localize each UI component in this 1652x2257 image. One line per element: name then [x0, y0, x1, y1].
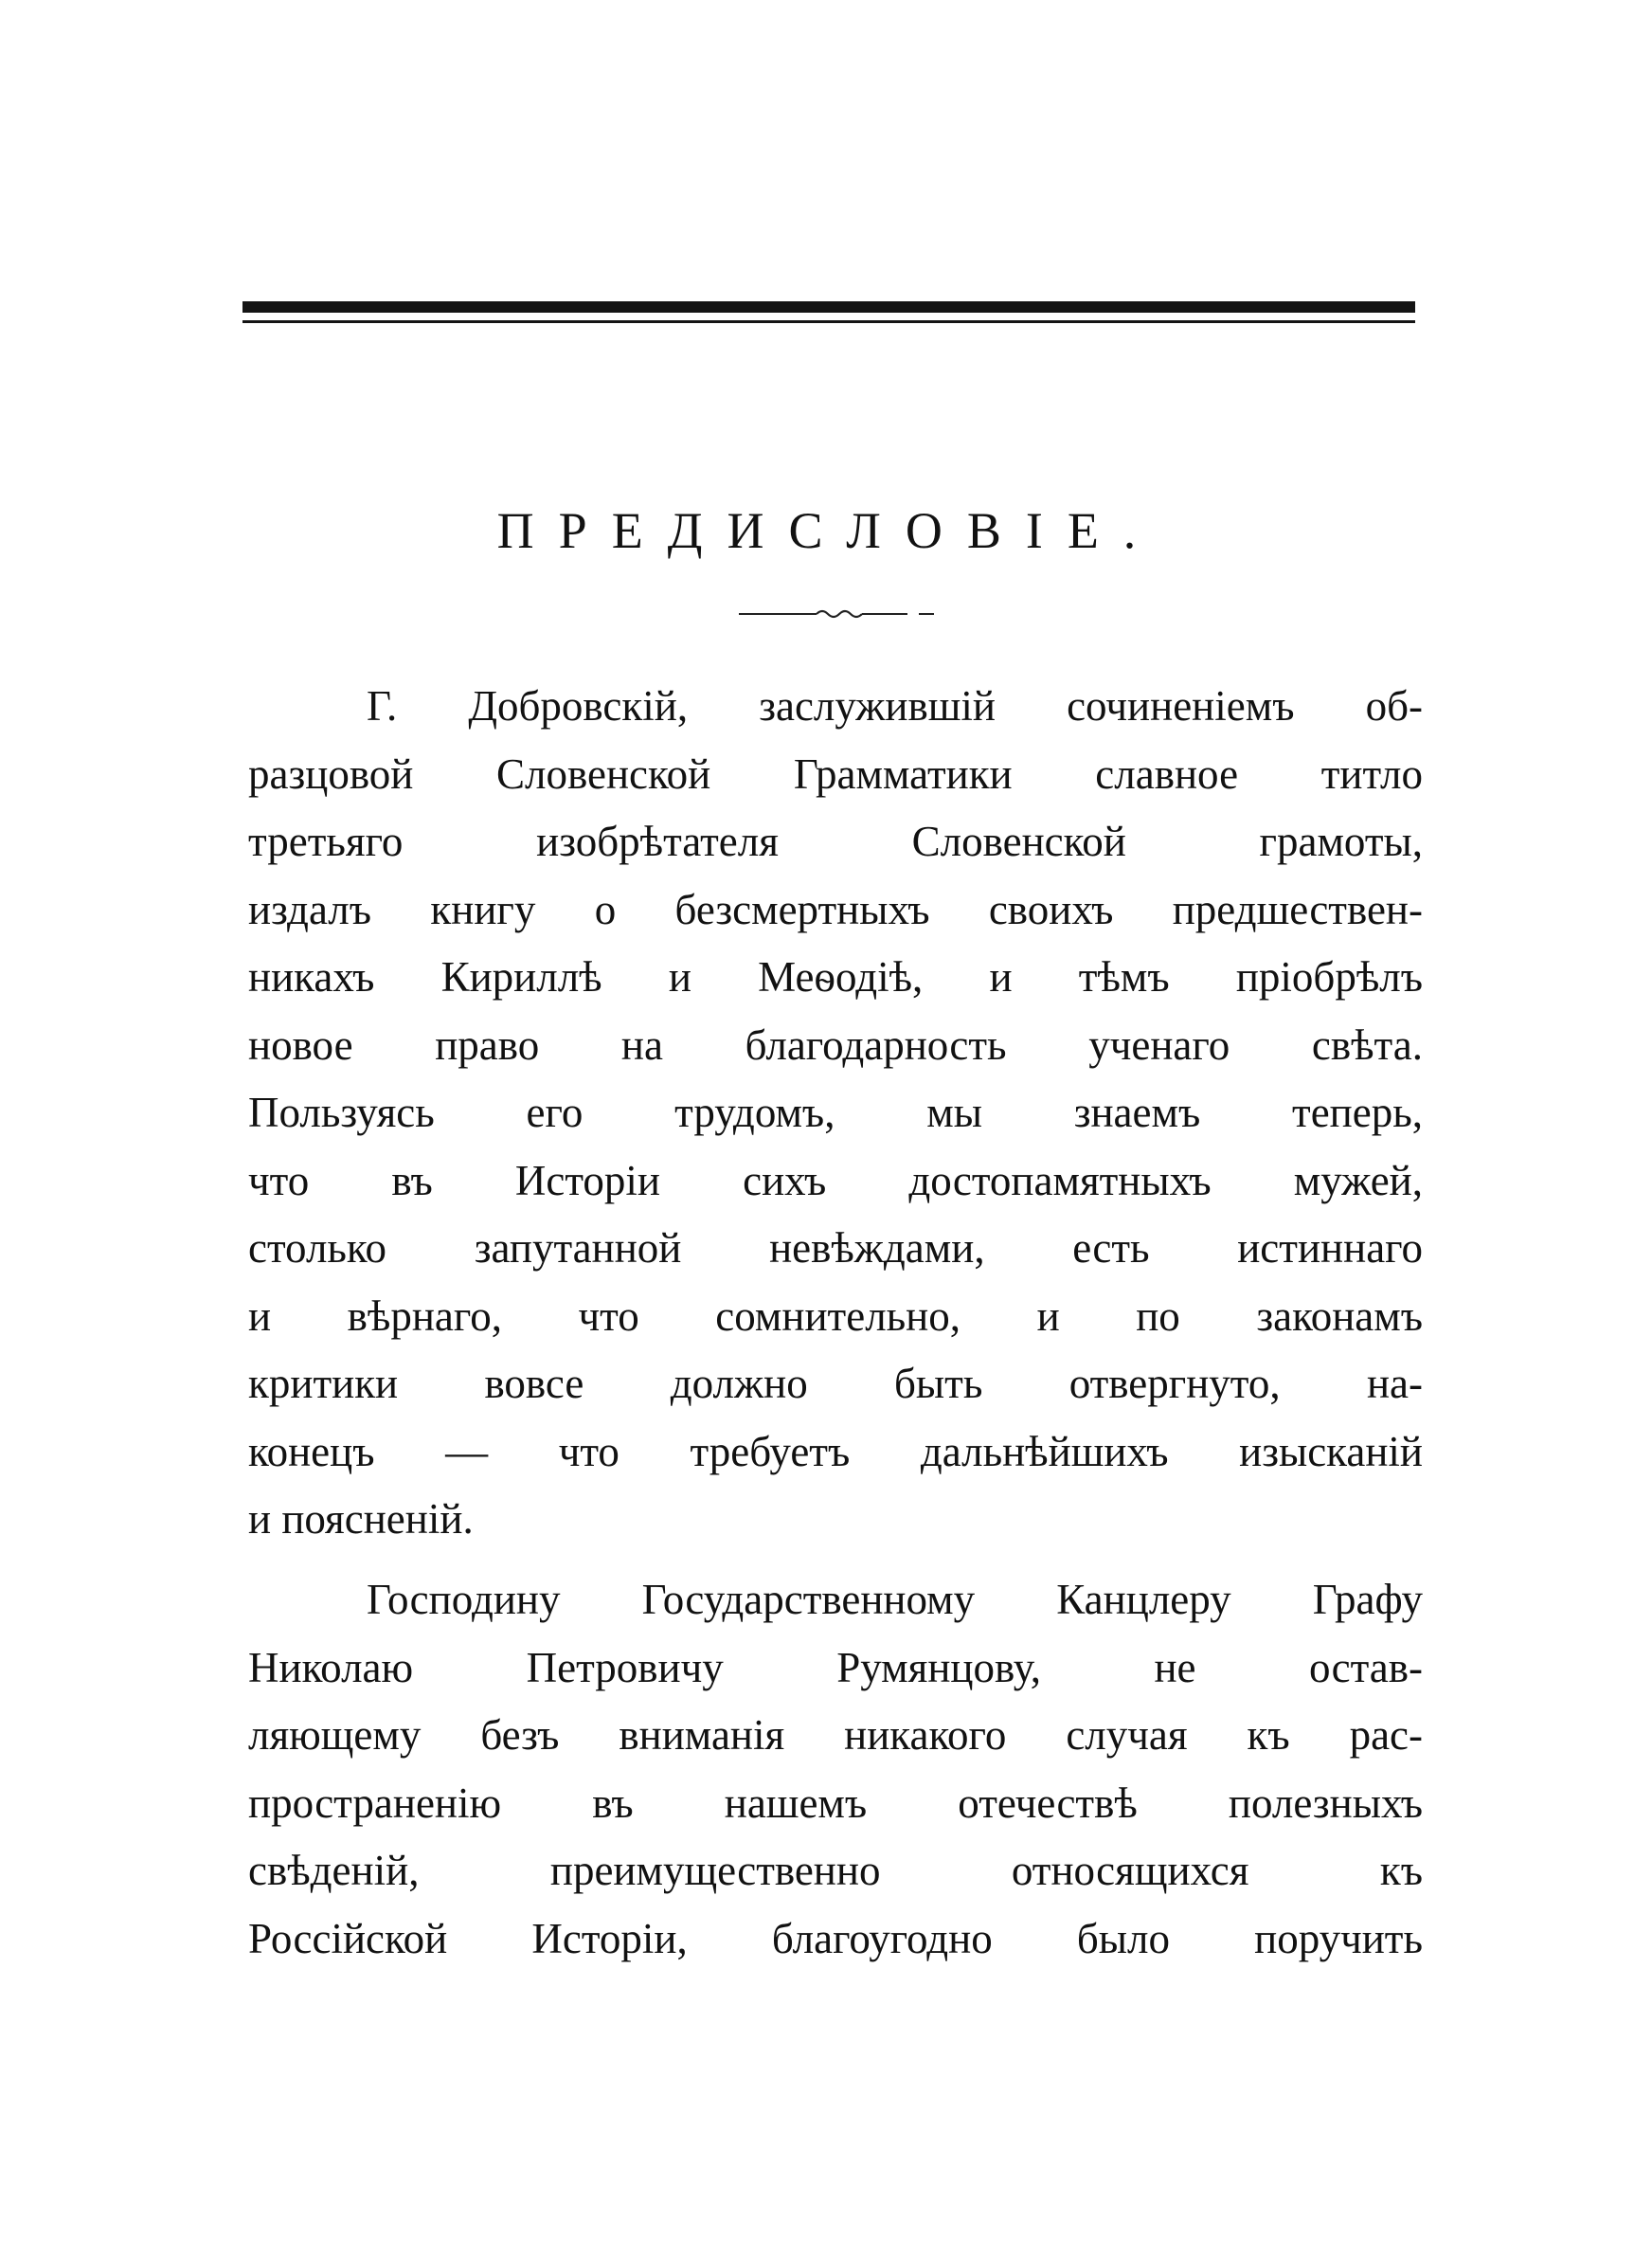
text-line: Николаю Петровичу Румянцову, не остав- — [248, 1643, 1423, 1691]
paragraph-2 — [248, 1566, 1423, 1973]
text-line: Пользуясь его трудомъ, мы знаемъ теперь, — [248, 1089, 1423, 1136]
text-line: столько запутанной невѣждами, есть истиннаго — [248, 1224, 1423, 1272]
header-rule-thick — [242, 301, 1415, 313]
text-line: Г. Добровскій, заслужившій сочиненіемъ об- — [367, 682, 1423, 730]
text-line: издалъ книгу о безсмертныхъ своихъ предшествен- — [248, 885, 1423, 933]
text-line: пространенію въ нашемъ отечествѣ полезныхъ — [248, 1779, 1423, 1827]
text-line: критики вовсе должно быть отвергнуто, на- — [248, 1360, 1423, 1407]
text-line: разцовой Словенской Грамматики славное титло — [248, 749, 1423, 798]
text-line: что въ Исторіи сихъ достопамятныхъ мужей, — [248, 1156, 1423, 1204]
text-line: третьяго изобрѣтателя Словенской грамоты, — [248, 818, 1423, 865]
text-line: новое право на благодарность ученаго свѣта. — [248, 1020, 1423, 1069]
paragraph-1 — [248, 673, 1423, 1554]
ornament-divider — [0, 605, 1652, 623]
text-line: свѣденій, преимущественно относящихся къ — [248, 1847, 1423, 1894]
text-line: ляющему безъ вниманія никакого случая къ рас- — [248, 1711, 1423, 1759]
header-rule-thin — [242, 320, 1415, 323]
text-line: конецъ — что требуетъ дальнѣйшихъ изысканій — [248, 1427, 1423, 1475]
text-line: и поясненій. — [248, 1495, 474, 1543]
text-line: и вѣрнаго, что сомнительно, и по законамъ — [248, 1291, 1423, 1340]
page-title: ПРЕДИСЛОВІЕ. — [496, 502, 1161, 559]
text-line: Россійской Исторіи, благоугодно было поручить — [248, 1914, 1423, 1962]
text-line: Господину Государственному Канцлеру Графу — [367, 1576, 1423, 1623]
text-line: никахъ Кириллѣ и Меѳодіѣ, и тѣмъ пріобрѣлъ — [248, 953, 1423, 1001]
